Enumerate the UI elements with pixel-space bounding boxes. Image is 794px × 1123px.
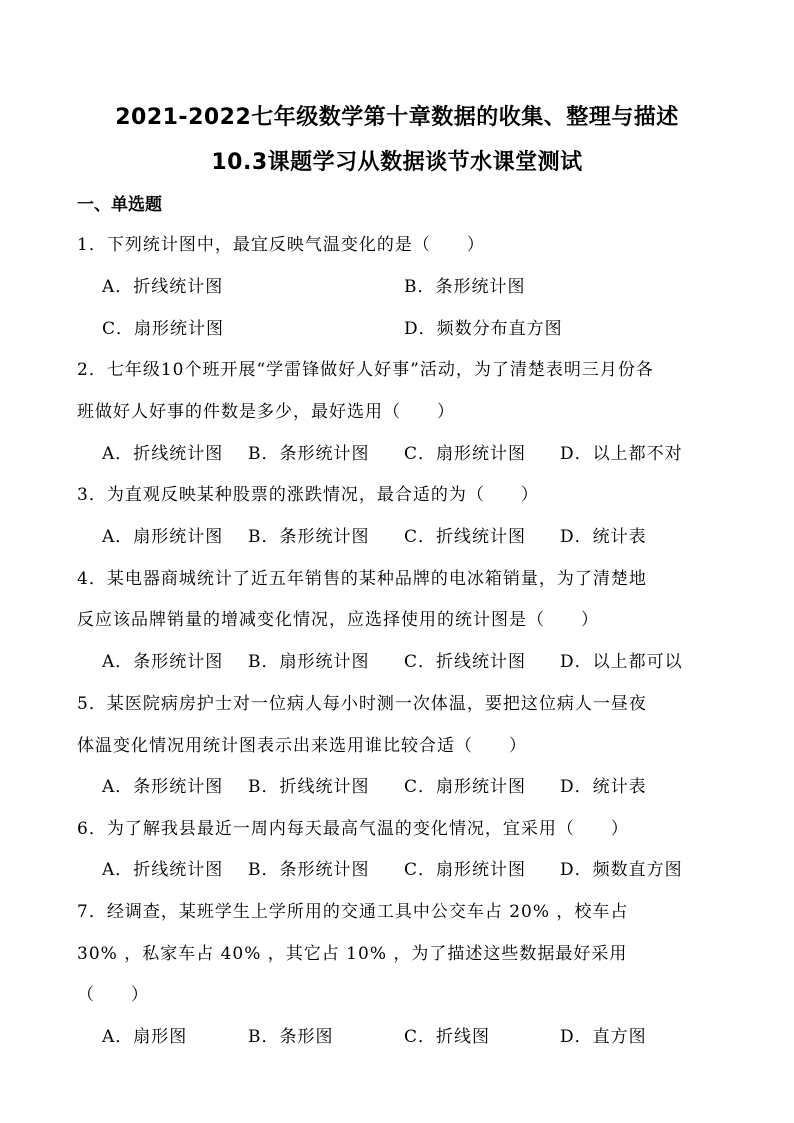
- question-6-text: 6．为了解我县最近一周内每天最高气温的变化情况，宜采用（ ）: [77, 819, 629, 839]
- question-5-option-a[interactable]: A．条形统计图: [102, 777, 224, 797]
- question-7-text-line-2: 30% ，私家车占 40% ，其它占 10% ，为了描述这些数据最好采用: [77, 944, 628, 964]
- question-7-text-line-3: （ ）: [77, 985, 149, 1005]
- question-3-option-d[interactable]: D．统计表: [560, 527, 647, 547]
- question-2-text-line-2: 班做好人好事的件数是多少，最好选用（ ）: [77, 402, 455, 422]
- question-7-option-a[interactable]: A．扇形图: [102, 1027, 188, 1047]
- question-5-option-c[interactable]: C．扇形统计图: [404, 777, 527, 797]
- document-subtitle: 10.3课题学习从数据谈节水课堂测试: [211, 150, 583, 175]
- question-3-option-a[interactable]: A．扇形统计图: [102, 527, 224, 547]
- question-4-text-line-1: 4．某电器商城统计了近五年销售的某种品牌的电冰箱销量，为了清楚地: [77, 569, 647, 589]
- question-4-option-d[interactable]: D．以上都可以: [560, 652, 683, 672]
- question-2-option-a[interactable]: A．折线统计图: [102, 444, 224, 464]
- question-6-option-b[interactable]: B．条形统计图: [248, 860, 370, 880]
- question-5-option-d[interactable]: D．统计表: [560, 777, 647, 797]
- question-6-option-d[interactable]: D．频数直方图: [560, 860, 683, 880]
- question-7-option-d[interactable]: D．直方图: [560, 1027, 647, 1047]
- question-3-option-b[interactable]: B．条形统计图: [248, 527, 370, 547]
- question-6-option-a[interactable]: A．折线统计图: [102, 860, 224, 880]
- question-2-option-b[interactable]: B．条形统计图: [248, 444, 370, 464]
- question-3-text: 3．为直观反映某种股票的涨跌情况，最合适的为（ ）: [77, 485, 539, 505]
- question-2-text-line-1: 2．七年级10个班开展“学雷锋做好人好事”活动，为了清楚表明三月份各: [77, 360, 654, 380]
- question-2-option-d[interactable]: D．以上都不对: [560, 444, 683, 464]
- question-2-option-c[interactable]: C．扇形统计图: [404, 444, 527, 464]
- question-7-option-c[interactable]: C．折线图: [404, 1027, 491, 1047]
- question-7-text-line-1: 7．经调查，某班学生上学所用的交通工具中公交车占 20% ，校车占: [77, 902, 629, 922]
- question-5-text-line-1: 5．某医院病房护士对一位病人每小时测一次体温，要把这位病人一昼夜: [77, 694, 647, 714]
- section-heading: 一、单选题: [77, 195, 162, 215]
- question-5-text-line-2: 体温变化情况用统计图表示出来选用谁比较合适（ ）: [77, 736, 527, 756]
- question-4-option-c[interactable]: C．折线统计图: [404, 652, 527, 672]
- question-4-option-a[interactable]: A．条形统计图: [102, 652, 224, 672]
- question-1-option-b[interactable]: B．条形统计图: [404, 277, 526, 297]
- question-7-option-b[interactable]: B．条形图: [248, 1027, 334, 1047]
- question-3-option-c[interactable]: C．折线统计图: [404, 527, 527, 547]
- question-4-text-line-2: 反应该品牌销量的增减变化情况，应选择使用的统计图是（ ）: [77, 610, 599, 630]
- question-6-option-c[interactable]: C．扇形统计图: [404, 860, 527, 880]
- question-1-text: 1．下列统计图中，最宜反映气温变化的是（ ）: [77, 235, 485, 255]
- question-1-option-c[interactable]: C．扇形统计图: [102, 319, 225, 339]
- question-1-option-d[interactable]: D．频数分布直方图: [404, 319, 563, 339]
- document-title: 2021-2022七年级数学第十章数据的收集、整理与描述: [115, 105, 679, 130]
- question-1-option-a[interactable]: A．折线统计图: [102, 277, 224, 297]
- question-4-option-b[interactable]: B．扇形统计图: [248, 652, 370, 672]
- question-5-option-b[interactable]: B．折线统计图: [248, 777, 370, 797]
